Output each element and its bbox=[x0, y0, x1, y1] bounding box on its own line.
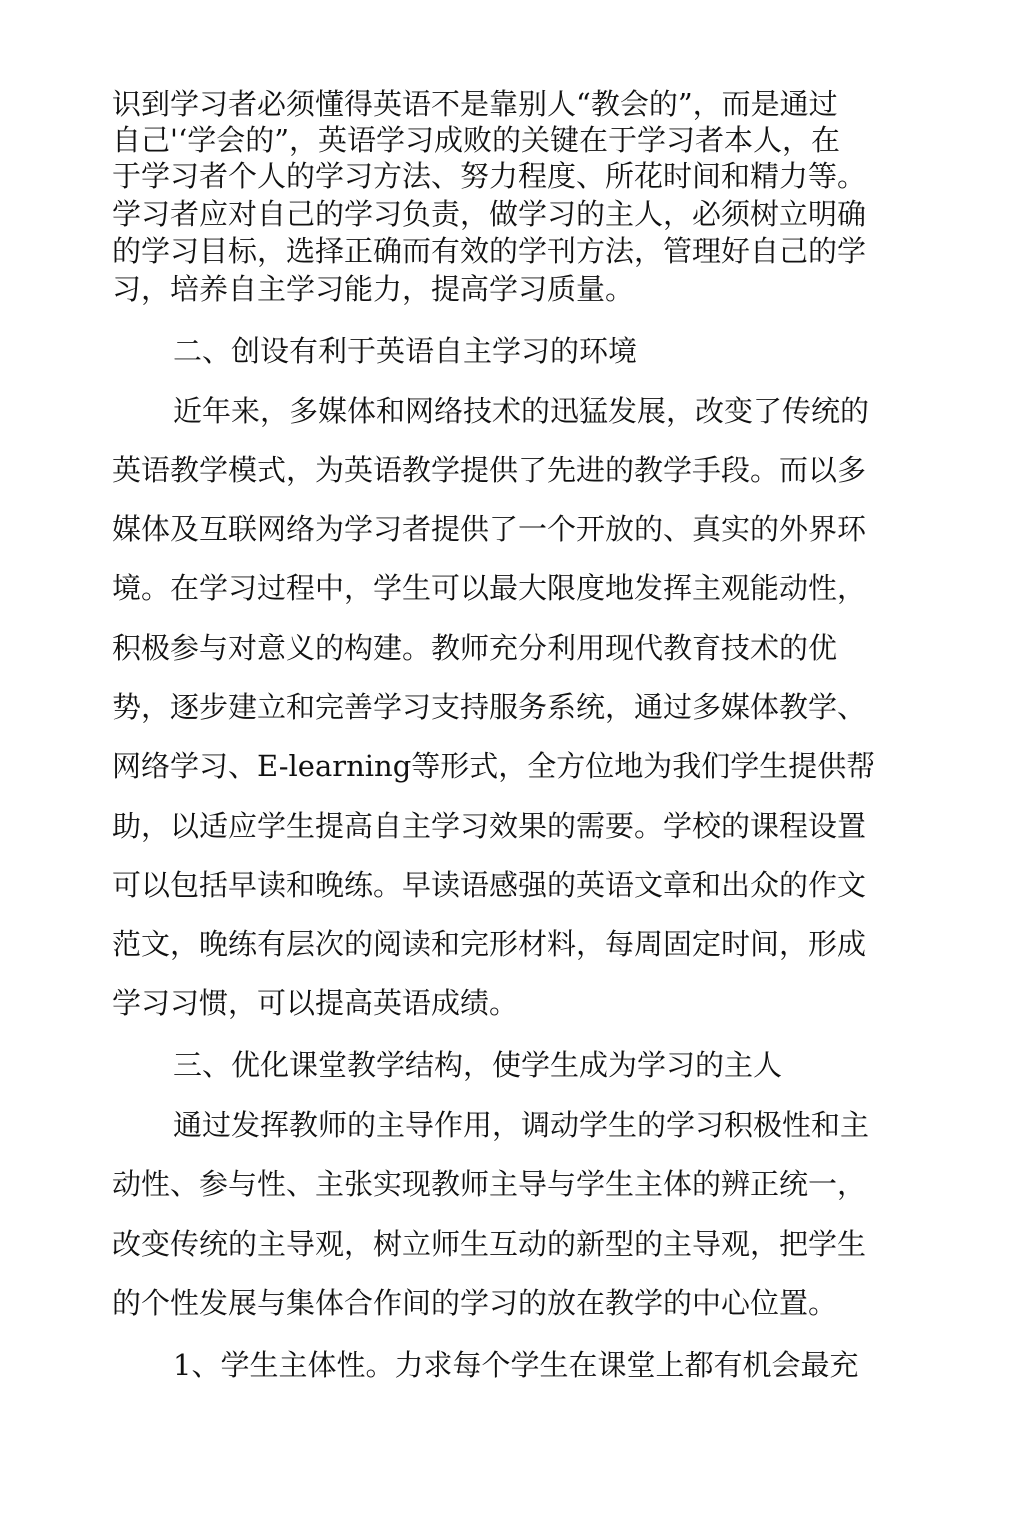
text-line: 通过发挥教师的主导作用，调动学生的学习积极性和主 bbox=[173, 1108, 870, 1142]
text-line: 改变传统的主导观，树立师生互动的新型的主导观，把学生 bbox=[112, 1227, 867, 1261]
text-line: 近年来，多媒体和网络技术的迅猛发展，改变了传统的 bbox=[173, 394, 870, 428]
text-line: 势，逐步建立和完善学习支持服务系统，通过多媒体教学、 bbox=[112, 690, 867, 724]
text-line: 网络学习、E-learning等形式，全方位地为我们学生提供帮 bbox=[112, 749, 876, 783]
text-line: 学习者应对自己的学习负责，做学习的主人，必须树立明确 bbox=[112, 197, 867, 231]
text-line: 可以包括早读和晚练。早读语感强的英语文章和出众的作文 bbox=[112, 868, 867, 902]
text-line: 习，培养自主学习能力，提高学习质量。 bbox=[112, 272, 635, 306]
text-line: 动性、参与性、主张实现教师主导与学生主体的辨正统一， bbox=[112, 1167, 867, 1201]
text-line: 的个性发展与集体合作间的学习的放在教学的中心位置。 bbox=[112, 1286, 838, 1320]
section-heading: 二、创设有利于英语自主学习的环境 bbox=[173, 334, 638, 368]
text-line: 自己'‘学会的”，英语学习成败的关键在于学习者本人，在 bbox=[112, 123, 841, 157]
section-heading: 三、优化课堂教学结构，使学生成为学习的主人 bbox=[173, 1048, 783, 1082]
text-line: 的学习目标，选择正确而有效的学刊方法，管理好自己的学 bbox=[112, 234, 867, 268]
text-line: 范文，晚练有层次的阅读和完形材料，每周固定时间，形成 bbox=[112, 927, 867, 961]
text-line: 积极参与对意义的构建。教师充分利用现代教育技术的优 bbox=[112, 631, 838, 665]
list-item: 1、学生主体性。力求每个学生在课堂上都有机会最充 bbox=[173, 1348, 859, 1382]
text-line: 英语教学模式，为英语教学提供了先进的教学手段。而以多 bbox=[112, 453, 867, 487]
text-line: 媒体及互联网络为学习者提供了一个开放的、真实的外界环 bbox=[112, 512, 867, 546]
text-line: 境。在学习过程中，学生可以最大限度地发挥主观能动性， bbox=[112, 571, 867, 605]
text-line: 学习习惯，可以提高英语成绩。 bbox=[112, 986, 519, 1020]
text-line: 助，以适应学生提高自主学习效果的需要。学校的课程设置 bbox=[112, 809, 867, 843]
text-line: 于学习者个人的学习方法、努力程度、所花时间和精力等。 bbox=[112, 159, 867, 193]
text-line: 识到学习者必须懂得英语不是靠别人“教会的”，而是通过 bbox=[112, 87, 838, 121]
